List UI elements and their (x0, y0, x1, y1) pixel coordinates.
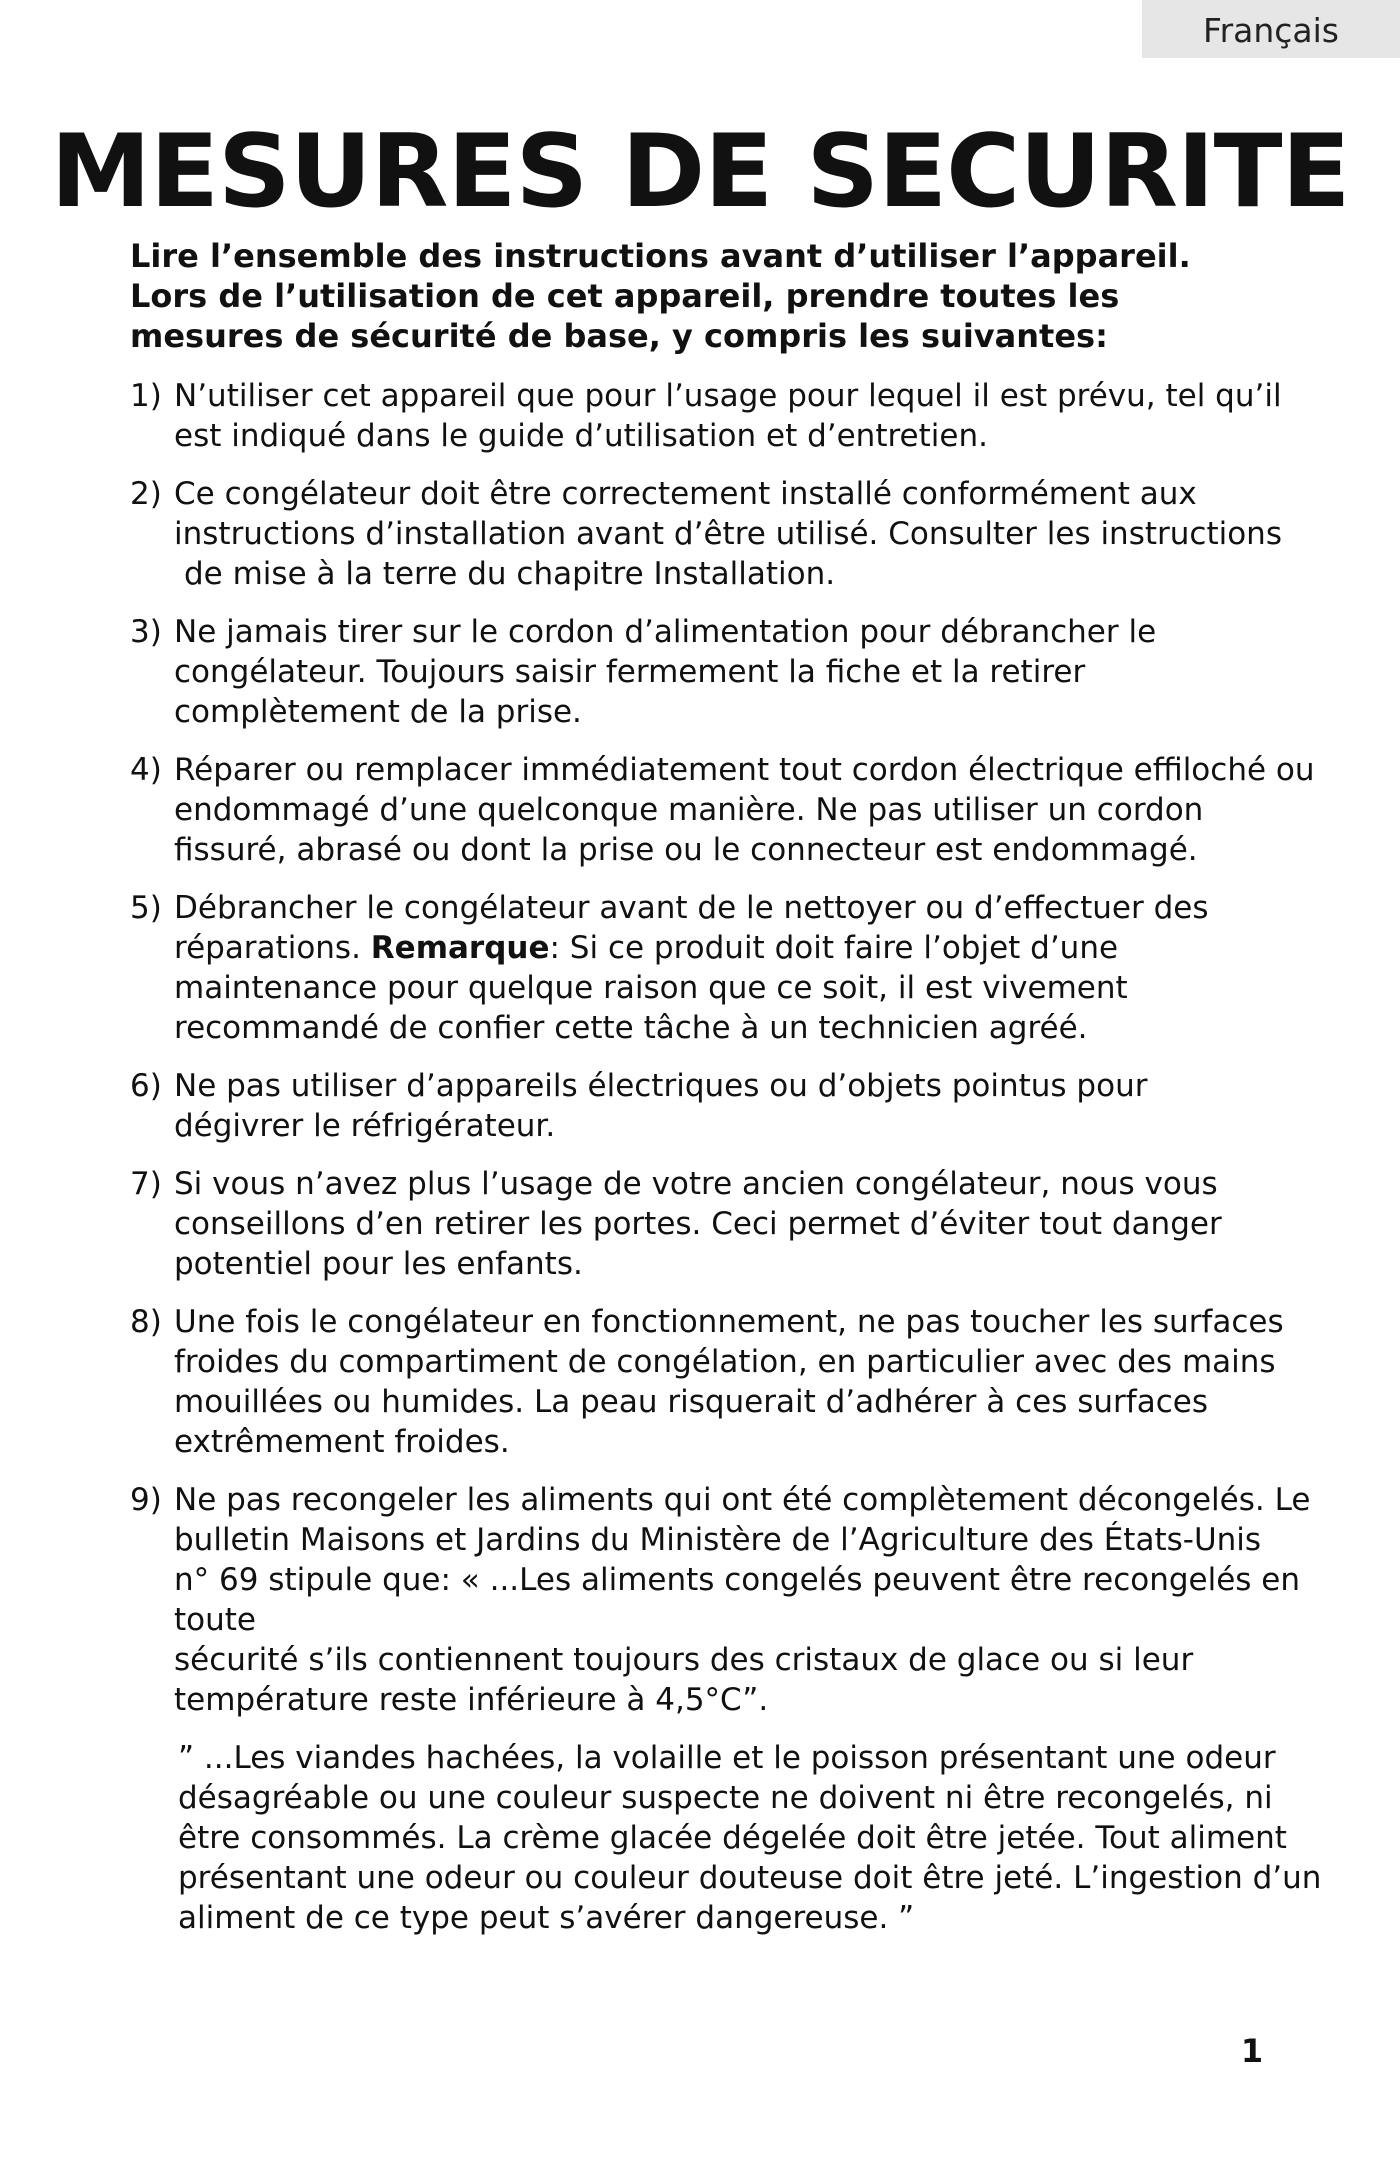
page-number: 1 (1240, 2032, 1264, 2070)
item-number: 8) (130, 1304, 162, 1340)
item-line: Ne jamais tirer sur le cordon d’alimentation pour débrancher le (174, 614, 1157, 650)
item-number: 7) (130, 1166, 162, 1202)
list-item-8 (130, 1302, 1310, 1462)
quote-line: présentant une odeur ou couleur douteuse doit être jeté. L’ingestion d’un (178, 1860, 1322, 1896)
item-line: Si vous n’avez plus l’usage de votre ancien congélateur, nous vous (174, 1166, 1218, 1202)
item-line: sécurité s’ils contiennent toujours des cristaux de glace ou si leur (174, 1642, 1194, 1678)
item-line: complètement de la prise. (174, 694, 582, 730)
item-number: 2) (130, 476, 162, 512)
list-item-6 (130, 1066, 1310, 1146)
list-item-3 (130, 612, 1310, 732)
item-line: Ne pas recongeler les aliments qui ont été complètement décongelés. Le (174, 1482, 1311, 1518)
safety-list (130, 376, 1322, 1938)
remark-label: Remarque (370, 930, 550, 966)
item-line: Réparer ou remplacer immédiatement tout cordon électrique effiloché ou (174, 752, 1315, 788)
item-number: 1) (130, 378, 162, 414)
quote-paragraph (130, 1738, 1322, 1938)
item-line: instructions d’installation avant d’être utilisé. Consulter les instructions (174, 516, 1282, 552)
item-line: fissuré, abrasé ou dont la prise ou le connecteur est endommagé. (174, 832, 1198, 868)
list-item-7 (130, 1164, 1310, 1284)
item-line: N’utiliser cet appareil que pour l’usage pour lequel il est prévu, tel qu’il (174, 378, 1282, 414)
quote-line: ” ...Les viandes hachées, la volaille et le poisson présentant une odeur (178, 1740, 1276, 1776)
item-line: Ce congélateur doit être correctement installé conformément aux (174, 476, 1197, 512)
item-number: 4) (130, 752, 162, 788)
item-line: conseillons d’en retirer les portes. Ceci permet d’éviter tout danger (174, 1206, 1222, 1242)
item-line: endommagé d’une quelconque manière. Ne pas utiliser un cordon (174, 792, 1204, 828)
intro-paragraph (130, 236, 1290, 356)
item-line: température reste inférieure à 4,5°C”. (174, 1682, 769, 1718)
item-line: congélateur. Toujours saisir fermement la fiche et la retirer (174, 654, 1086, 690)
language-tab: Français (1142, 0, 1400, 58)
quote-line: désagréable ou une couleur suspecte ne doivent ni être recongelés, ni (178, 1780, 1273, 1816)
item-line: Débrancher le congélateur avant de le nettoyer ou d’effectuer des (174, 890, 1209, 926)
item-line: froides du compartiment de congélation, en particulier avec des mains (174, 1344, 1276, 1380)
item-number: 6) (130, 1068, 162, 1104)
intro-line: mesures de sécurité de base, y compris les suivantes: (130, 317, 1108, 355)
list-item-4 (130, 750, 1315, 870)
item-line: bulletin Maisons et Jardins du Ministère de l’Agriculture des États-Unis (174, 1522, 1262, 1558)
item-line: de mise à la terre du chapitre Installation. (184, 556, 836, 592)
item-number: 5) (130, 890, 162, 926)
item-number: 9) (130, 1482, 162, 1518)
item-line: Une fois le congélateur en fonctionnement, ne pas toucher les surfaces (174, 1304, 1284, 1340)
item-line: est indiqué dans le guide d’utilisation et d’entretien. (174, 418, 988, 454)
item-text: réparations. (174, 930, 371, 966)
intro-line: Lire l’ensemble des instructions avant d’utiliser l’appareil. (130, 237, 1191, 275)
list-item-5 (130, 888, 1310, 1048)
quote-line: être consommés. La crème glacée dégelée doit être jetée. Tout aliment (178, 1820, 1287, 1856)
quote-line: aliment de ce type peut s’avérer dangereuse. ” (178, 1900, 915, 1936)
list-item-1 (130, 376, 1310, 456)
item-line: Ne pas utiliser d’appareils électriques ou d’objets pointus pour (174, 1068, 1148, 1104)
page-title: MESURES DE SECURITE (50, 112, 1350, 230)
list-item-2 (130, 474, 1310, 594)
item-text: : Si ce produit doit faire l’objet d’une (549, 930, 1119, 966)
intro-line: Lors de l’utilisation de cet appareil, prendre toutes les (130, 277, 1120, 315)
list-item-9 (130, 1480, 1310, 1720)
item-line (174, 928, 1310, 968)
item-line: recommandé de confier cette tâche à un technicien agréé. (174, 1010, 1088, 1046)
item-number: 3) (130, 614, 162, 650)
item-line: dégivrer le réfrigérateur. (174, 1108, 556, 1144)
item-line: maintenance pour quelque raison que ce soit, il est vivement (174, 970, 1128, 1006)
item-line: mouillées ou humides. La peau risquerait d’adhérer à ces surfaces (174, 1384, 1208, 1420)
item-line: potentiel pour les enfants. (174, 1246, 583, 1282)
item-line: n° 69 stipule que: « ...Les aliments congelés peuvent être recongelés en (174, 1562, 1301, 1598)
item-line: extrêmement froides. (174, 1424, 510, 1460)
item-line: toute (174, 1602, 256, 1638)
